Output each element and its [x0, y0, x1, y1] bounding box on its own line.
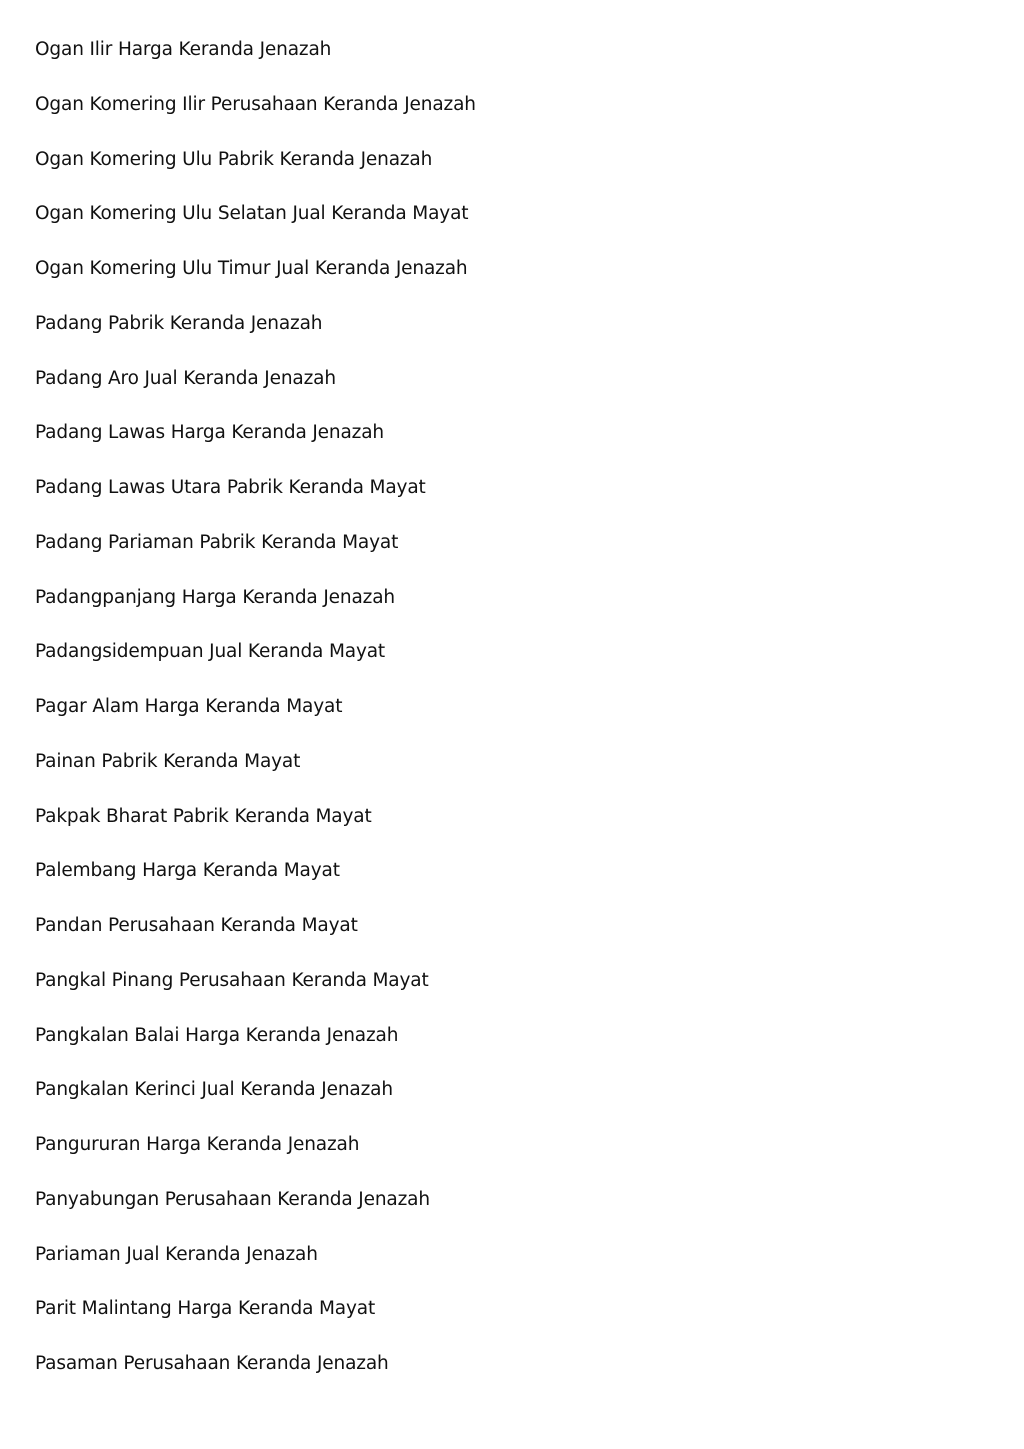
- text-line: Padang Pabrik Keranda Jenazah: [35, 312, 323, 334]
- text-line: Padang Lawas Utara Pabrik Keranda Mayat: [35, 477, 426, 498]
- text-line: Pasaman Perusahaan Keranda Jenazah: [35, 1353, 389, 1374]
- text-line: Pangkalan Kerinci Jual Keranda Jenazah: [35, 1079, 393, 1101]
- text-line: Padang Pariaman Pabrik Keranda Mayat: [35, 531, 399, 553]
- text-line: Pangkal Pinang Perusahaan Keranda Mayat: [35, 969, 429, 991]
- text-line: Painan Pabrik Keranda Mayat: [35, 750, 301, 772]
- text-line: Pangururan Harga Keranda Jenazah: [35, 1134, 360, 1155]
- text-line: Pangkalan Balai Harga Keranda Jenazah: [35, 1024, 399, 1046]
- text-line: Padangsidempuan Jual Keranda Mayat: [35, 641, 386, 663]
- text-line: Ogan Komering Ulu Timur Jual Keranda Jenazah: [35, 258, 468, 279]
- text-line: Ogan Ilir Harga Keranda Jenazah: [35, 39, 332, 60]
- text-line: Parit Malintang Harga Keranda Mayat: [35, 1298, 376, 1320]
- text-line: Pagar Alam Harga Keranda Mayat: [35, 696, 343, 717]
- text-line: Palembang Harga Keranda Mayat: [35, 860, 340, 882]
- text-line: Ogan Komering Ilir Perusahaan Keranda Jenazah: [35, 93, 476, 115]
- text-line: Padangpanjang Harga Keranda Jenazah: [35, 586, 395, 608]
- text-line: Padang Lawas Harga Keranda Jenazah: [35, 422, 385, 444]
- text-line: Ogan Komering Ulu Pabrik Keranda Jenazah: [35, 148, 433, 170]
- text-line: Pandan Perusahaan Keranda Mayat: [35, 915, 358, 936]
- text-line: Padang Aro Jual Keranda Jenazah: [35, 367, 336, 389]
- text-line: Ogan Komering Ulu Selatan Jual Keranda Mayat: [35, 203, 469, 225]
- text-line: Panyabungan Perusahaan Keranda Jenazah: [35, 1188, 430, 1210]
- text-line: Pariaman Jual Keranda Jenazah: [35, 1243, 318, 1265]
- text-line: Pakpak Bharat Pabrik Keranda Mayat: [35, 805, 372, 827]
- document-body: [35, 35, 975, 1404]
